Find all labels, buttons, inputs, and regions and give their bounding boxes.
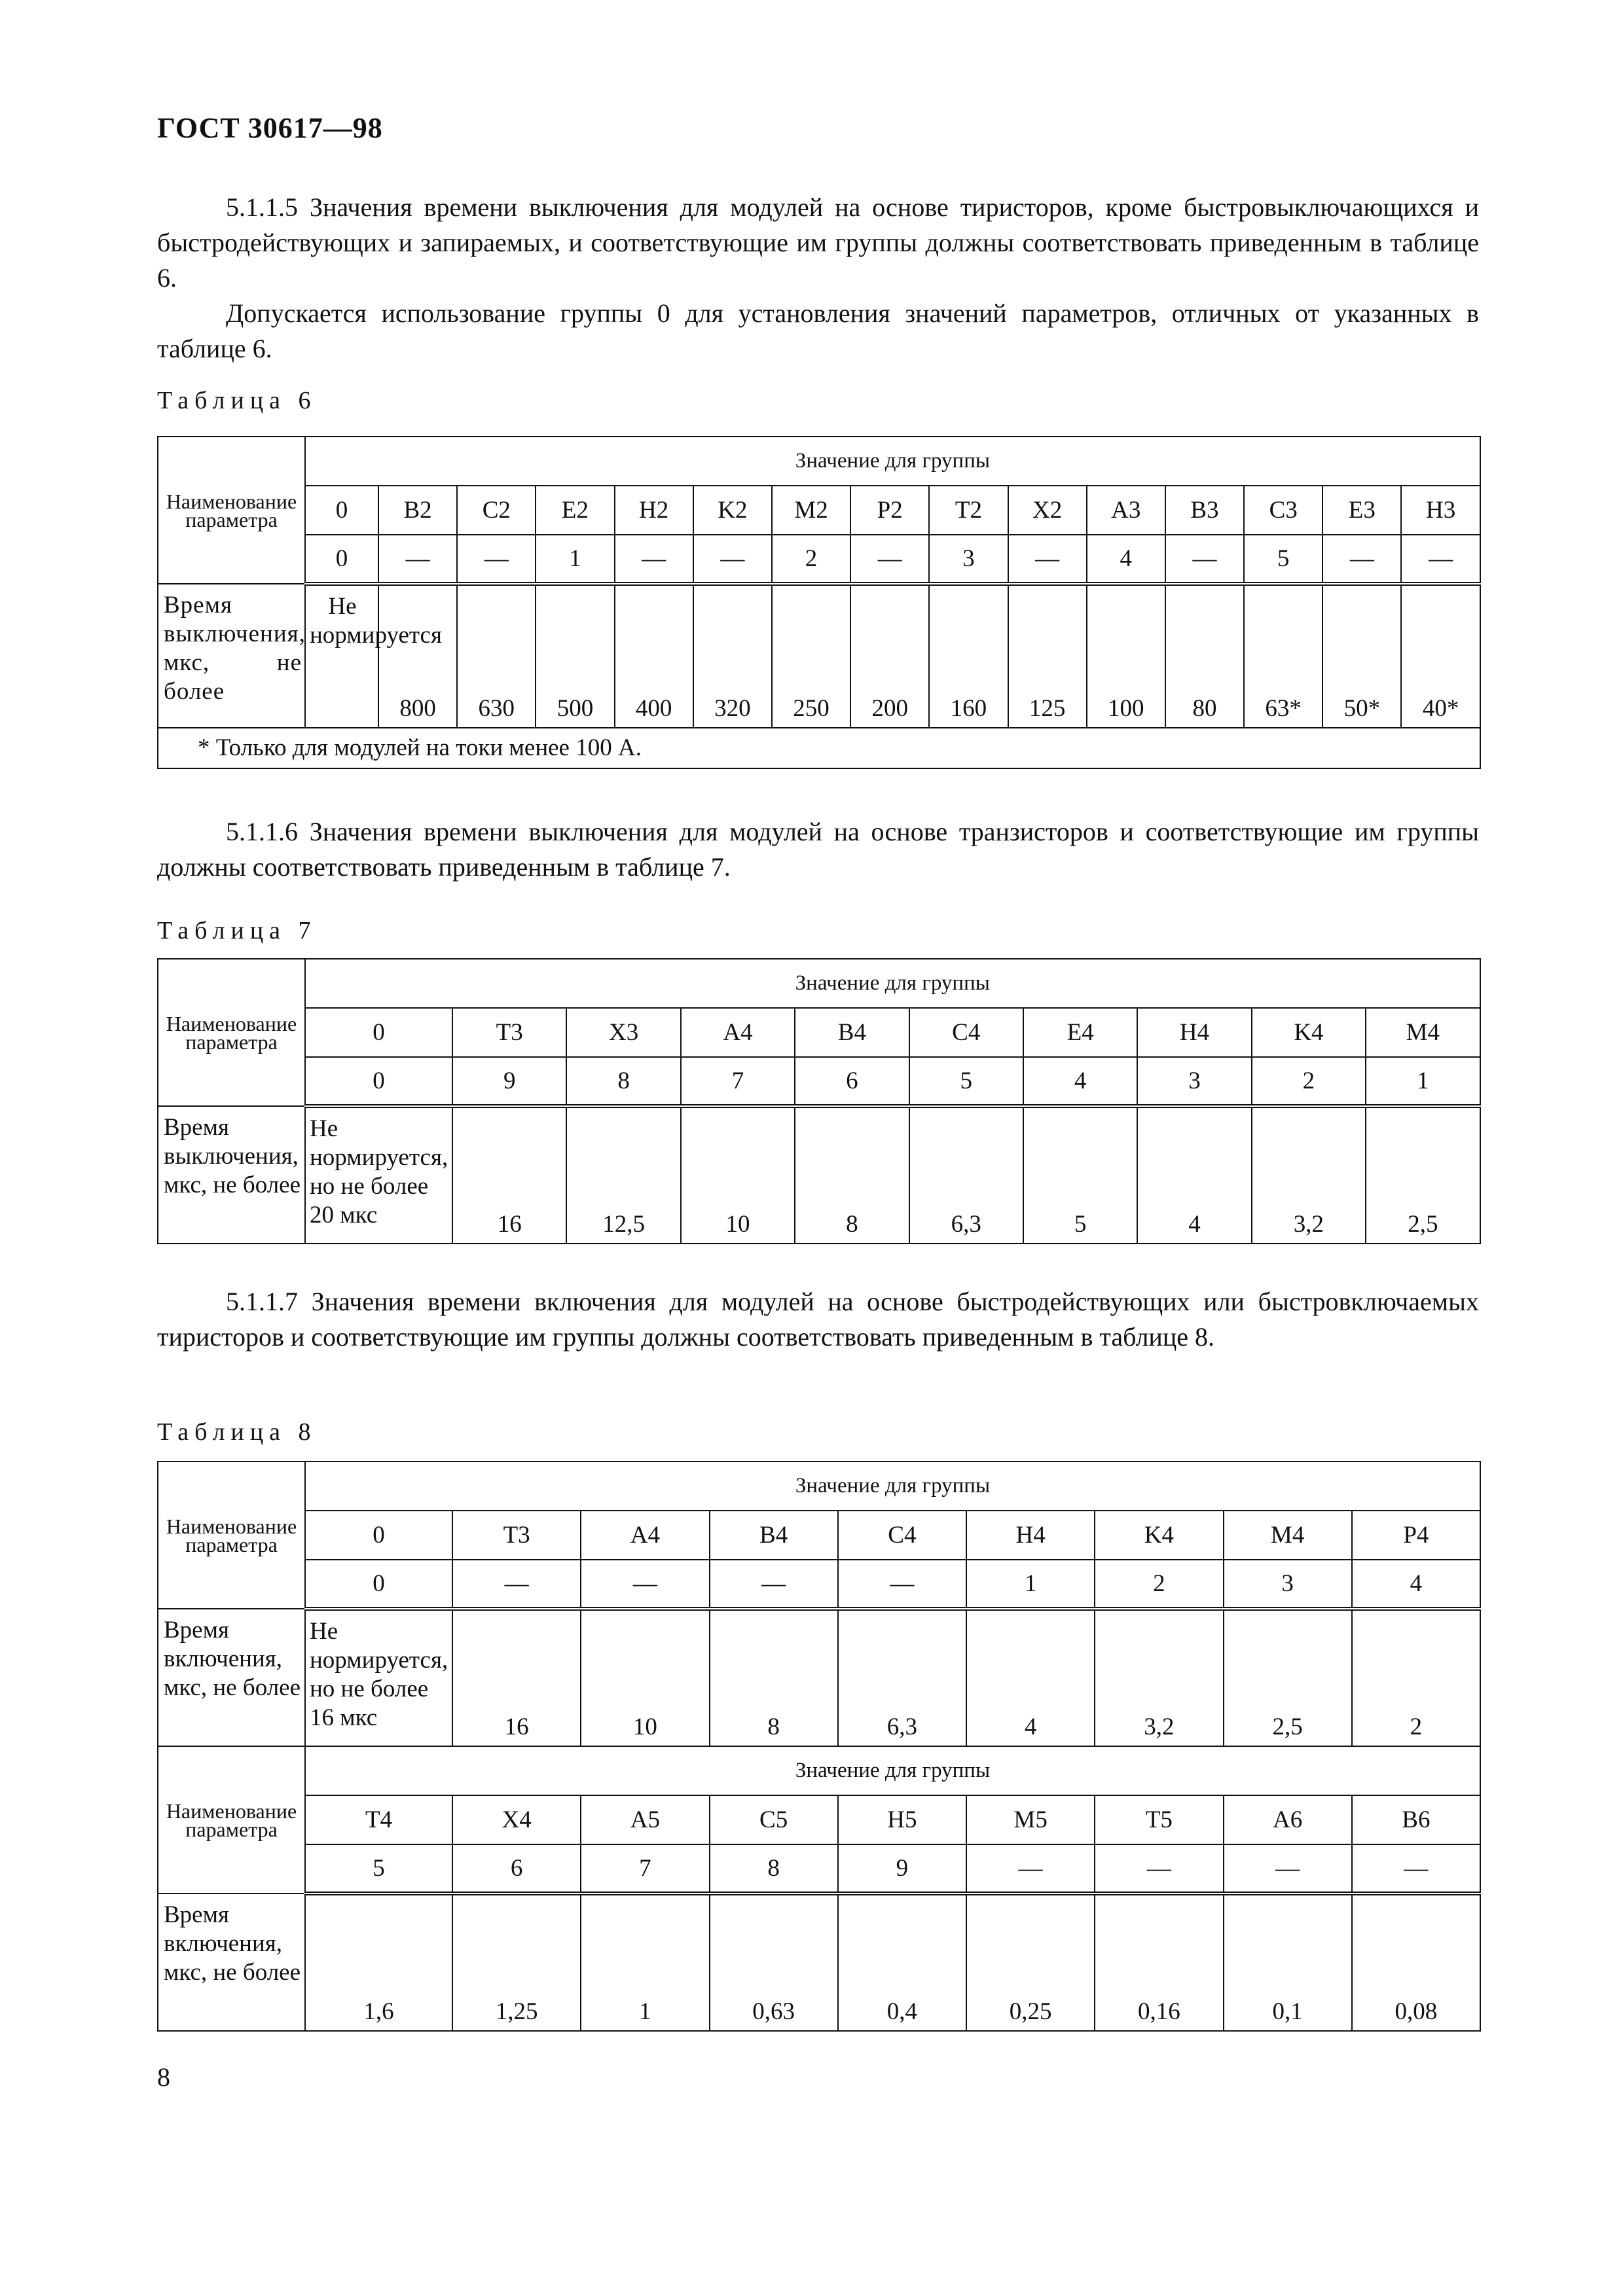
page-number: 8	[157, 2062, 170, 2092]
group-cell-1: T3	[452, 1511, 581, 1560]
row-param-name: Время включения, мкс, не более	[158, 1609, 305, 1746]
group-cell-10: A3	[1087, 486, 1165, 535]
code-cell-2-7: —	[1224, 1844, 1352, 1893]
param-name-header: Наименование параметра	[158, 437, 305, 584]
value-cell-2-5: 0,25	[966, 1893, 1095, 2031]
code-cell-2-0: 5	[305, 1844, 452, 1893]
group-cell-9: X2	[1008, 486, 1087, 535]
value-cell-2: 12,5	[566, 1106, 680, 1244]
group-cell-6: K4	[1095, 1511, 1223, 1560]
group-cell-5: K2	[693, 486, 772, 535]
value-cell-8: 3,2	[1252, 1106, 1366, 1244]
values-row	[158, 584, 1480, 728]
group-cell-2-2: A5	[581, 1795, 709, 1844]
codes-row-2	[158, 1844, 1480, 1893]
code-cell-13: —	[1322, 535, 1401, 584]
value-cell-5: 4	[966, 1609, 1095, 1746]
group-cell-7: P2	[850, 486, 929, 535]
groups-row-1	[158, 1511, 1480, 1560]
row-param-name: Время выключения, мкс, не более	[158, 1106, 305, 1244]
table-7	[157, 958, 1481, 1244]
group-cell-2-5: M5	[966, 1795, 1095, 1844]
group-cell-14: H3	[1401, 486, 1480, 535]
group-cell-4: H2	[615, 486, 693, 535]
code-cell-0: 0	[305, 1560, 452, 1609]
group-cell-2-4: H5	[838, 1795, 966, 1844]
value-cell-2-7: 0,1	[1224, 1893, 1352, 2031]
code-cell-14: —	[1401, 535, 1480, 584]
group-cell-11: B3	[1165, 486, 1244, 535]
value-cell-2: 10	[581, 1609, 709, 1746]
groups-row	[158, 486, 1480, 535]
value-cell-3: 10	[681, 1106, 795, 1244]
paragraph-text: 5.1.1.5 Значения времени выключения для модулей на основе тиристоров, кроме быстровыключающихся и быстродействующих и запираемых, и соответствующие им группы должны соответствовать приведенным в таблице 6.	[157, 192, 1479, 293]
group-cell-2-0: T4	[305, 1795, 452, 1844]
code-cell-2-6: —	[1095, 1844, 1223, 1893]
group-cell-2-1: X4	[452, 1795, 581, 1844]
code-cell-2-5: —	[966, 1844, 1095, 1893]
group-cell-5: C4	[909, 1008, 1023, 1057]
code-cell-9: 1	[1366, 1057, 1480, 1106]
group-header: Значение для группы	[305, 1462, 1480, 1511]
group-cell-0: 0	[305, 486, 378, 535]
code-cell-2: 8	[566, 1057, 680, 1106]
value-cell-1: 16	[452, 1609, 581, 1746]
codes-row	[158, 1057, 1480, 1106]
code-cell-5: —	[693, 535, 772, 584]
group-cell-8: P4	[1352, 1511, 1480, 1560]
code-cell-5: 5	[909, 1057, 1023, 1106]
paragraph-5-1-1-5	[157, 190, 1479, 367]
code-cell-4: —	[615, 535, 693, 584]
group-header-2: Значение для группы	[305, 1746, 1480, 1795]
group-cell-3: B4	[710, 1511, 838, 1560]
table-6-caption: Таблица 6	[157, 387, 317, 414]
code-cell-2-2: 7	[581, 1844, 709, 1893]
value-cell-9: 2,5	[1366, 1106, 1480, 1244]
paragraph-5-1-1-6	[157, 814, 1479, 885]
code-cell-2: —	[457, 535, 536, 584]
paragraph-5-1-1-7	[157, 1284, 1479, 1355]
code-cell-6: 2	[1095, 1560, 1223, 1609]
group-cell-2: A4	[581, 1511, 709, 1560]
code-cell-8: 2	[1252, 1057, 1366, 1106]
group-cell-6: M2	[772, 486, 850, 535]
code-cell-2-4: 9	[838, 1844, 966, 1893]
code-cell-2-8: —	[1352, 1844, 1480, 1893]
value-cell-0: Не нормируется	[305, 584, 378, 728]
group-cell-2-7: A6	[1224, 1795, 1352, 1844]
group-cell-8: T2	[929, 486, 1008, 535]
code-cell-1: —	[452, 1560, 581, 1609]
code-cell-7: —	[850, 535, 929, 584]
value-cell-14: 40*	[1401, 584, 1480, 728]
value-cell-4: 400	[615, 584, 693, 728]
value-cell-9: 125	[1008, 584, 1087, 728]
row-param-name-2: Время включения, мкс, не более	[158, 1893, 305, 2031]
value-cell-5: 6,3	[909, 1106, 1023, 1244]
code-cell-8: 4	[1352, 1560, 1480, 1609]
group-cell-1: T3	[452, 1008, 566, 1057]
code-cell-2-3: 8	[710, 1844, 838, 1893]
value-cell-0: Не нормируется, но не более 16 мкс	[305, 1609, 452, 1746]
code-cell-8: 3	[929, 535, 1008, 584]
value-cell-6: 250	[772, 584, 850, 728]
value-cell-5: 320	[693, 584, 772, 728]
value-cell-8: 160	[929, 584, 1008, 728]
code-cell-0: 0	[305, 1057, 452, 1106]
value-cell-6: 5	[1023, 1106, 1137, 1244]
codes-row	[158, 535, 1480, 584]
value-cell-3: 500	[536, 584, 614, 728]
code-cell-7: 3	[1137, 1057, 1251, 1106]
value-cell-2-0: 1,6	[305, 1893, 452, 2031]
code-cell-2-1: 6	[452, 1844, 581, 1893]
group-header: Значение для группы	[305, 437, 1480, 486]
group-cell-13: E3	[1322, 486, 1401, 535]
code-cell-11: —	[1165, 535, 1244, 584]
code-cell-4: —	[838, 1560, 966, 1609]
value-cell-2: 630	[457, 584, 536, 728]
paragraph-text: Допускается использование группы 0 для установления значений параметров, отличных от указанных в таблице 6.	[157, 298, 1479, 363]
values-row-1	[158, 1609, 1480, 1746]
table-8	[157, 1461, 1481, 2032]
group-cell-1: B2	[378, 486, 457, 535]
values-row-2	[158, 1893, 1480, 2031]
value-cell-2-1: 1,25	[452, 1893, 581, 2031]
table-6	[157, 436, 1481, 769]
group-cell-2-6: T5	[1095, 1795, 1223, 1844]
group-cell-0: 0	[305, 1008, 452, 1057]
value-cell-1: 16	[452, 1106, 566, 1244]
value-cell-13: 50*	[1322, 584, 1401, 728]
code-cell-0: 0	[305, 535, 378, 584]
value-cell-1: 800	[378, 584, 457, 728]
code-cell-3: 7	[681, 1057, 795, 1106]
value-cell-7: 200	[850, 584, 929, 728]
code-cell-7: 3	[1224, 1560, 1352, 1609]
group-cell-2: C2	[457, 486, 536, 535]
group-cell-0: 0	[305, 1511, 452, 1560]
codes-row-1	[158, 1560, 1480, 1609]
code-cell-3: 1	[536, 535, 614, 584]
groups-row-2	[158, 1795, 1480, 1844]
group-cell-2-8: B6	[1352, 1795, 1480, 1844]
table-7-caption: Таблица 7	[157, 917, 317, 944]
group-cell-4: C4	[838, 1511, 966, 1560]
code-cell-6: 4	[1023, 1057, 1137, 1106]
group-cell-3: E2	[536, 486, 614, 535]
code-cell-6: 2	[772, 535, 850, 584]
group-cell-5: H4	[966, 1511, 1095, 1560]
paragraph-text: 5.1.1.6 Значения времени выключения для модулей на основе транзисторов и соответствующие им группы должны соответствовать приведенным в таблице 7.	[157, 817, 1479, 882]
value-cell-11: 80	[1165, 584, 1244, 728]
code-cell-2: —	[581, 1560, 709, 1609]
value-cell-4: 6,3	[838, 1609, 966, 1746]
row-param-name: Время выключения, мкс, не более	[158, 584, 305, 728]
value-cell-0: Не нормируется, но не более 20 мкс	[305, 1106, 452, 1244]
code-cell-5: 1	[966, 1560, 1095, 1609]
table-8-caption: Таблица 8	[157, 1418, 317, 1446]
paragraph-text: 5.1.1.7 Значения времени включения для модулей на основе быстродействующих или быстровключаемых тиристоров и соответствующие им группы должны соответствовать приведенным в таблице 8.	[157, 1287, 1479, 1352]
value-cell-12: 63*	[1244, 584, 1322, 728]
code-cell-9: —	[1008, 535, 1087, 584]
group-cell-6: E4	[1023, 1008, 1137, 1057]
value-cell-6: 3,2	[1095, 1609, 1223, 1746]
value-cell-4: 8	[795, 1106, 909, 1244]
value-cell-3: 8	[710, 1609, 838, 1746]
document-header: ГОСТ 30617—98	[157, 112, 383, 144]
param-name-header: Наименование параметра	[158, 1462, 305, 1609]
groups-row	[158, 1008, 1480, 1057]
value-cell-2-8: 0,08	[1352, 1893, 1480, 2031]
value-cell-2-3: 0,63	[710, 1893, 838, 2031]
code-cell-10: 4	[1087, 535, 1165, 584]
group-header: Значение для группы	[305, 959, 1480, 1008]
group-cell-9: M4	[1366, 1008, 1480, 1057]
param-name-header: Наименование параметра	[158, 959, 305, 1106]
code-cell-1: 9	[452, 1057, 566, 1106]
value-cell-8: 2	[1352, 1609, 1480, 1746]
group-cell-12: C3	[1244, 486, 1322, 535]
code-cell-12: 5	[1244, 535, 1322, 584]
code-cell-3: —	[710, 1560, 838, 1609]
code-cell-4: 6	[795, 1057, 909, 1106]
group-cell-2: X3	[566, 1008, 680, 1057]
value-cell-7: 4	[1137, 1106, 1251, 1244]
group-cell-8: K4	[1252, 1008, 1366, 1057]
values-row	[158, 1106, 1480, 1244]
param-name-header-2: Наименование параметра	[158, 1746, 305, 1893]
group-cell-7: H4	[1137, 1008, 1251, 1057]
value-cell-2-2: 1	[581, 1893, 709, 2031]
value-cell-7: 2,5	[1224, 1609, 1352, 1746]
value-cell-2-4: 0,4	[838, 1893, 966, 2031]
table-note: * Только для модулей на токи менее 100 А.	[158, 728, 1480, 768]
group-cell-7: M4	[1224, 1511, 1352, 1560]
group-cell-2-3: C5	[710, 1795, 838, 1844]
value-cell-2-6: 0,16	[1095, 1893, 1223, 2031]
group-cell-4: B4	[795, 1008, 909, 1057]
code-cell-1: —	[378, 535, 457, 584]
value-cell-10: 100	[1087, 584, 1165, 728]
group-cell-3: A4	[681, 1008, 795, 1057]
